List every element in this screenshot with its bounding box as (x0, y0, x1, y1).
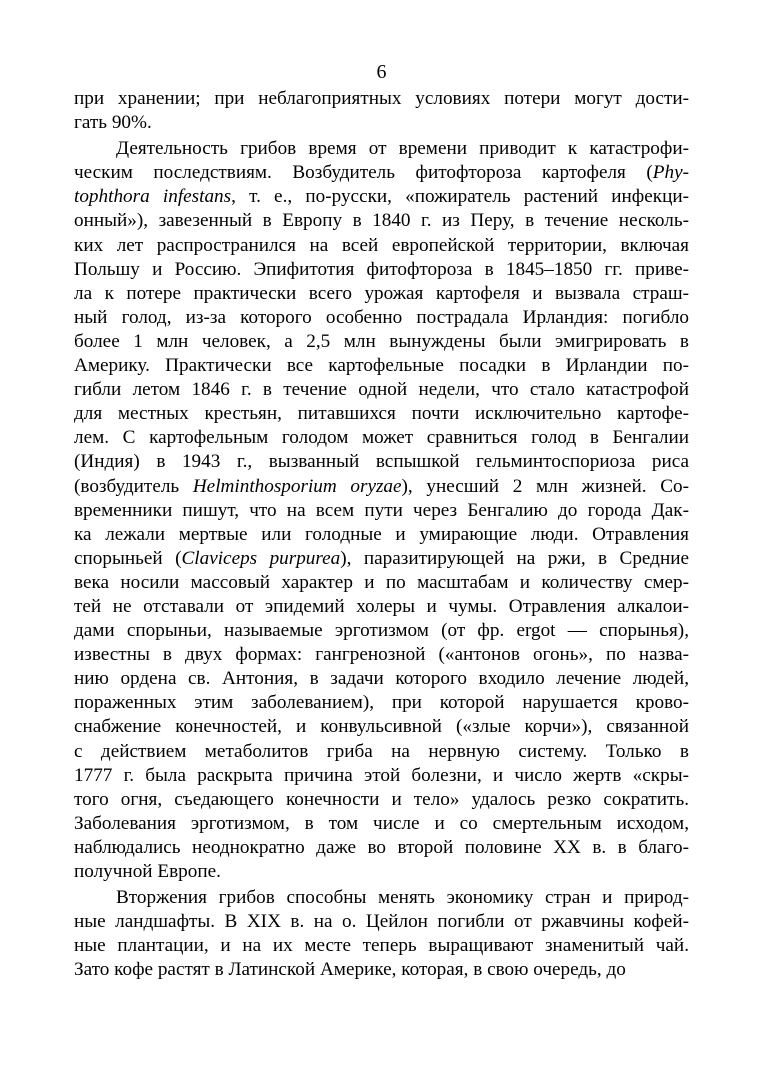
text-line: с действием метаболитов гриба на нервную систему. Только в (74, 740, 689, 762)
text-line: 1777 г. была раскрыта причина этой болезни, и число жертв «скры- (74, 764, 689, 786)
text-line: более 1 млн человек, а 2,5 млн вынуждены были эмигрировать в (74, 330, 689, 352)
text-line: Заболевания эрготизмом, в том числе и со смертельным исходом, (74, 812, 689, 834)
text-line: века носили массовый характер и по масштабам и количеству смер- (74, 571, 689, 593)
text-line: ка лежали мертвые или голодные и умирающие люди. Отравления (74, 523, 689, 545)
text-line: (возбудитель Helminthosporium oryzae), унесший 2 млн жизней. Со- (74, 475, 690, 497)
text-line: ких лет распространился на всей европейской территории, включая (74, 234, 689, 256)
text-line: при хранении; при неблагоприятных условиях потери могут дости- (74, 88, 689, 109)
text-line: лем. С картофельным голодом может сравниться голод в Бенгалии (74, 427, 689, 449)
text-line: ные ландшафты. В XIX в. на о. Цейлон погибли от ржавчины кофей- (74, 911, 689, 933)
text-line: временники пишут, что на всем пути через Бенгалию до города Дак- (74, 499, 689, 521)
text-line: получной Европе. (74, 861, 221, 882)
text-line: Зато кофе растят в Латинской Америке, которая, в свою очередь, до (74, 959, 626, 981)
body-text (74, 87, 689, 982)
italic-latin-term: tophthora infestans (74, 186, 232, 208)
text-line: ческим последствиям. Возбудитель фитофтороза картофеля (Phy- (74, 162, 689, 184)
text-line: онный»), завезенный в Европу в 1840 г. из Перу, в течение несколь- (74, 210, 689, 232)
text-line: гать 90%. (74, 112, 152, 134)
text-line: для местных крестьян, питавшихся почти исключительно картофе- (74, 403, 689, 425)
page-number: 6 (376, 61, 387, 83)
italic-latin-term: Helminthosporium oryzae (192, 475, 402, 497)
text-line: ла к потере практически всего урожая картофеля и вызвала страш- (74, 282, 689, 304)
text-line: Польшу и Россию. Эпифитотия фитофтороза в 1845–1850 гг. приве- (74, 258, 689, 280)
text-line: нию ордена св. Антония, в задачи которого входило лечение людей, (74, 668, 689, 690)
italic-latin-term: Claviceps purpurea (181, 547, 341, 569)
text-line: того огня, съедающего конечности и тело» удалось резко сократить. (74, 788, 689, 810)
text-line: дами спорыньи, называемые эрготизмом (от фр. ergot — спорынья), (74, 620, 689, 642)
text-line: Вторжения грибов способны менять экономику стран и природ- (116, 887, 689, 909)
text-line: наблюдались неоднократно даже во второй половине XX в. в благо- (74, 836, 689, 858)
italic-latin-term: Phy- (652, 162, 689, 184)
text-line: известны в двух формах: гангренозной («антонов огонь», по назва- (74, 644, 689, 666)
text-line: Деятельность грибов время от времени приводит к катастрофи- (116, 138, 689, 160)
text-line: Америку. Практически все картофельные посадки в Ирландии по- (74, 355, 689, 377)
text-line: ные плантации, и на их месте теперь выращивают знаменитый чай. (74, 935, 689, 957)
text-line: пораженных этим заболеванием), при которой нарушается крово- (74, 692, 689, 714)
text-line: гибли летом 1846 г. в течение одной недели, что стало катастрофой (74, 379, 689, 401)
text-line: tophthora infestans, т. е., по-русски, «пожиратель растений инфекци- (74, 186, 689, 208)
text-line: ный голод, из-за которого особенно пострадала Ирландия: погибло (74, 306, 689, 328)
text-line: снабжение конечностей, и конвульсивной («злые корчи»), связанной (74, 716, 689, 738)
text-line: спорыньей (Claviceps purpurea), паразитирующей на ржи, в Средние (74, 547, 689, 569)
text-line: (Индия) в 1943 г., вызванный вспышкой гельминтоспориоза риса (74, 451, 689, 473)
text-line: тей не отставали от эпидемий холеры и чумы. Отравления алкалои- (74, 595, 689, 617)
